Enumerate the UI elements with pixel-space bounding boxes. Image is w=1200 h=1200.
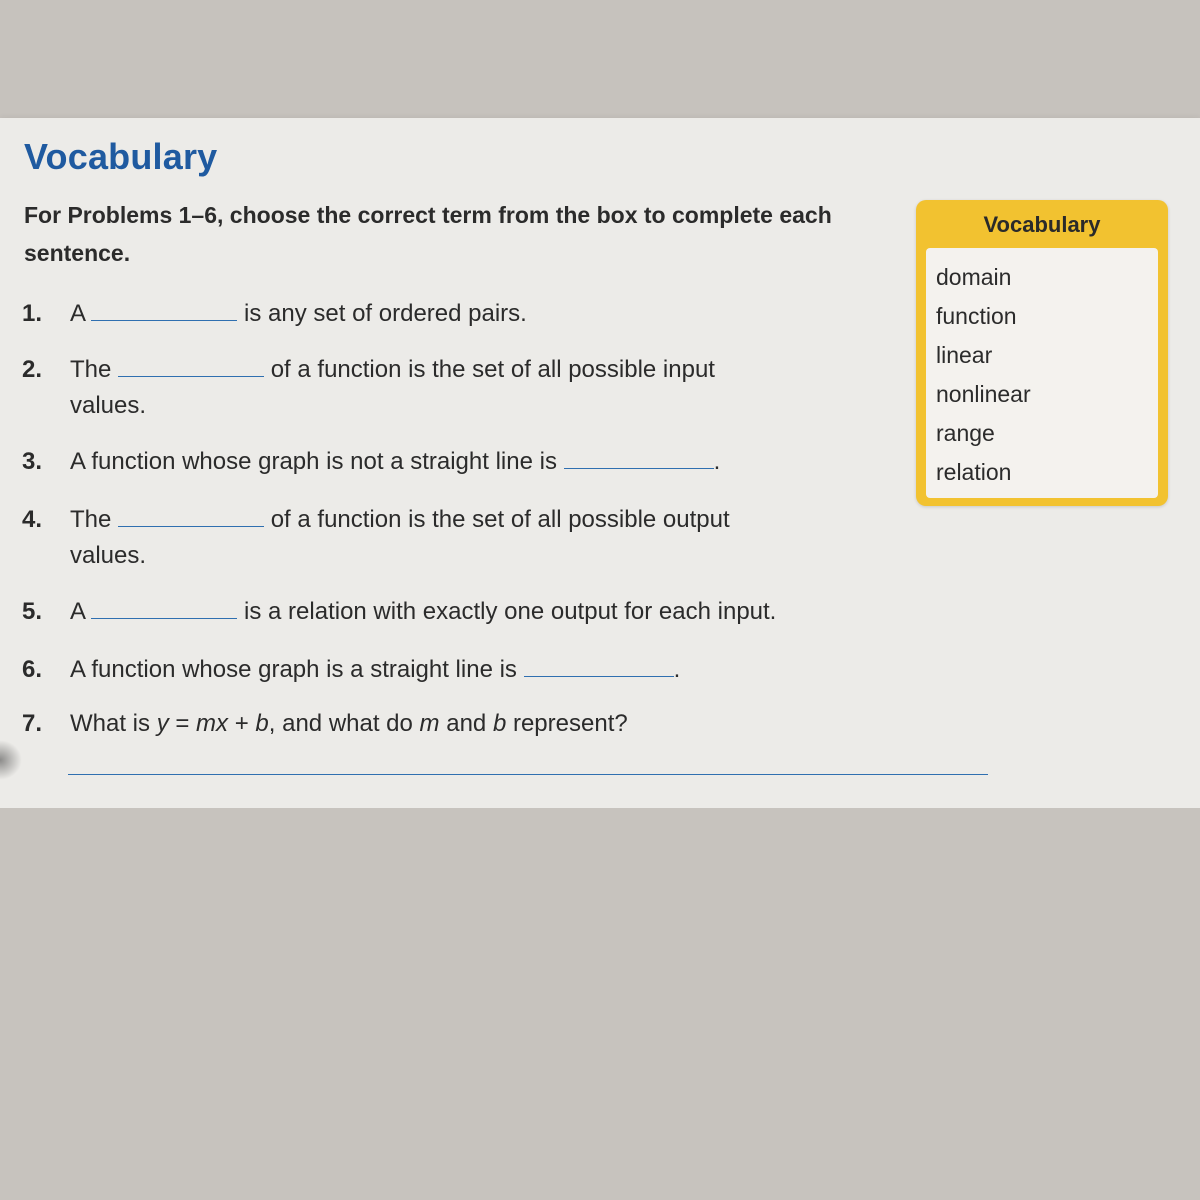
problem-text-after: of a function is the set of all possible output: [270, 506, 730, 533]
problem-4: [22, 500, 902, 574]
background-bottom: [0, 808, 1200, 1200]
problem-text-before: The: [70, 356, 112, 383]
answer-blank[interactable]: [118, 350, 264, 377]
problem-number: 5.: [22, 598, 43, 625]
vocab-term: linear: [936, 342, 993, 368]
problem-number: 7.: [22, 710, 43, 737]
vocab-term: range: [936, 420, 995, 446]
answer-blank[interactable]: [91, 294, 237, 321]
finger-shadow: [0, 740, 22, 780]
answer-blank[interactable]: [564, 442, 714, 469]
vocab-term: relation: [936, 459, 1012, 485]
problem-number: 4.: [22, 506, 43, 533]
problem-3: [22, 442, 902, 480]
problem-6: [22, 650, 902, 688]
problem-text-after: is a relation with exactly one output for each input.: [244, 598, 777, 625]
instructions-text: For Problems 1–6, choose the correct term from the box to complete each sentence.: [24, 202, 832, 266]
problem-number: 1.: [22, 300, 43, 327]
background-top: [0, 0, 1200, 120]
problem-number: 2.: [22, 356, 43, 383]
problem-1: [22, 294, 902, 332]
problem-number: 3.: [22, 448, 43, 475]
problem-5: [22, 592, 902, 630]
answer-blank[interactable]: [524, 650, 674, 677]
vocab-term: nonlinear: [936, 381, 1031, 407]
problem-text-after: .: [673, 656, 681, 683]
problem-2: [22, 350, 902, 424]
problem-7: [22, 706, 902, 742]
problem-text-before: A: [70, 598, 85, 625]
vocabulary-term-panel: [926, 248, 1158, 498]
answer-line-7[interactable]: [68, 774, 988, 775]
problem-text-continued: values.: [70, 392, 147, 419]
problem-text-before: A function whose graph is not a straight line is: [70, 448, 557, 475]
problem-text-before: A function whose graph is a straight line is: [70, 656, 517, 683]
problem-text-after: of a function is the set of all possible input: [270, 356, 715, 383]
vocabulary-box-title: Vocabulary: [983, 212, 1101, 237]
vocabulary-box: [916, 200, 1168, 506]
vocab-term: domain: [936, 264, 1012, 290]
question-text: What is y = mx + b, and what do m and b represent?: [70, 710, 628, 737]
problem-number: 6.: [22, 656, 43, 683]
problem-text-before: A: [70, 300, 85, 327]
vocab-term: function: [936, 303, 1017, 329]
problem-text-after: is any set of ordered pairs.: [244, 300, 527, 327]
answer-blank[interactable]: [118, 500, 264, 527]
problem-text-before: The: [70, 506, 112, 533]
page-title: Vocabulary: [24, 136, 218, 177]
problem-text-continued: values.: [70, 542, 147, 569]
problem-text-after: .: [713, 448, 721, 475]
vocabulary-term-list: [926, 248, 1158, 492]
answer-blank[interactable]: [91, 592, 237, 619]
